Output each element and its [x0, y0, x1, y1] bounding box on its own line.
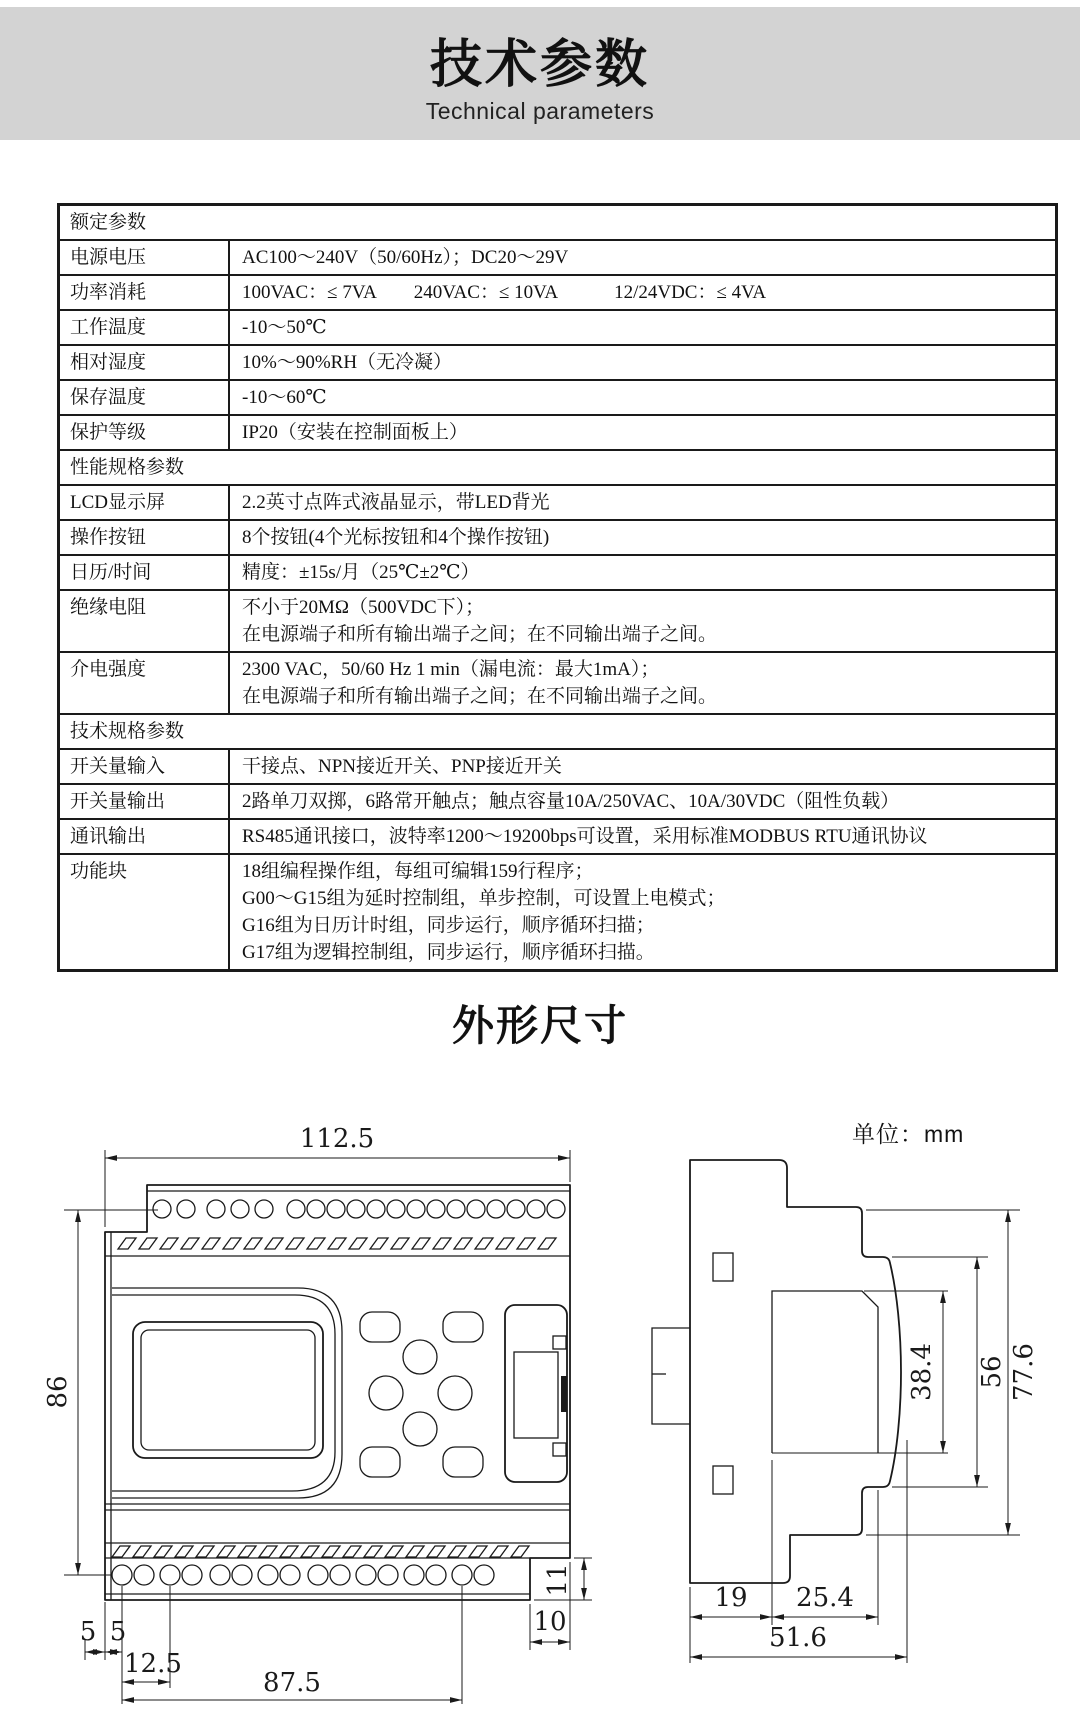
spec-value: 2300 VAC，50/60 Hz 1 min（漏电流：最大1mA）； 在电源端子和所有输出端子之间；在不同输出端子之间。 — [242, 659, 718, 707]
spec-label: 功率消耗 — [60, 276, 230, 309]
dim-5b-label: 5 — [109, 1617, 127, 1647]
spec-label: 日历/时间 — [60, 556, 230, 589]
spec-label: 相对湿度 — [60, 346, 230, 379]
spec-label: 开关量输入 — [60, 750, 230, 783]
spec-label: 绝缘电阻 — [60, 591, 230, 651]
spec-label: LCD显示屏 — [60, 486, 230, 519]
bottom-vent-slots — [112, 1546, 529, 1557]
dim-87-5-label: 87.5 — [263, 1668, 321, 1698]
dim-5a-label: 5 — [79, 1617, 97, 1647]
button-cluster — [360, 1312, 483, 1477]
spec-label: 工作温度 — [60, 311, 230, 344]
dim-38-4-label: 38.4 — [907, 1343, 937, 1401]
spec-value: 2.2英寸点阵式液晶显示，带LED背光 — [242, 492, 550, 513]
spec-label: 电源电压 — [60, 241, 230, 274]
side-connector — [505, 1305, 567, 1482]
dim-10-label: 10 — [533, 1607, 567, 1637]
section-label: 技术规格参数 — [70, 721, 185, 742]
bottom-terminal-circles — [112, 1565, 494, 1585]
spec-label: 介电强度 — [60, 653, 230, 713]
dim-77-6-label: 77.6 — [1009, 1343, 1039, 1401]
spec-value: AC100～240V（50/60Hz）；DC20～29V — [242, 247, 569, 268]
spec-value: RS485通讯接口，波特率1200～19200bps可设置，采用标准MODBUS RTU通讯协议 — [242, 826, 928, 847]
spec-value: 干接点、NPN接近开关、PNP接近开关 — [242, 756, 562, 777]
lcd-screen — [133, 1322, 323, 1458]
page-subtitle: Technical parameters — [425, 98, 655, 124]
dim-51-6-label: 51.6 — [769, 1623, 827, 1653]
spec-value: 不小于20MΩ（500VDC下）； 在电源端子和所有输出端子之间；在不同输出端子之间。 — [242, 597, 718, 645]
front-view-drawing — [43, 1124, 592, 1704]
spec-label: 保存温度 — [60, 381, 230, 414]
spec-value: 18组编程操作组，每组可编辑159行程序； G00～G15组为延时控制组，单步控制，可设置上电模式； G16组为日历计时组，同步运行，顺序循环扫描； G17组为逻辑控制组，同步运行，顺序循环扫描。 — [242, 861, 726, 963]
spec-label: 开关量输出 — [60, 785, 230, 818]
spec-value: IP20（安装在控制面板上） — [242, 422, 468, 443]
spec-label: 操作按钮 — [60, 521, 230, 554]
section2-title: 外形尺寸 — [451, 1002, 628, 1049]
dim-56-label: 56 — [977, 1355, 1007, 1389]
dim-11-label: 11 — [543, 1563, 573, 1597]
dim-12-5-label: 12.5 — [124, 1649, 182, 1679]
top-terminal-circles — [153, 1200, 565, 1218]
section-label: 性能规格参数 — [70, 457, 185, 478]
page-title: 技术参数 — [429, 36, 650, 94]
spec-value: -10～50℃ — [242, 317, 327, 338]
dim-height-label: 86 — [43, 1375, 73, 1409]
section-label: 额定参数 — [70, 212, 147, 233]
dim-19-label: 19 — [714, 1583, 748, 1613]
dim-25-4-label: 25.4 — [796, 1583, 854, 1613]
spec-value: 精度：±15s/月（25℃±2℃） — [242, 562, 480, 583]
dim-width-label: 112.5 — [299, 1124, 375, 1154]
top-vent-slots — [118, 1238, 556, 1249]
spec-label: 功能块 — [60, 855, 230, 969]
units-label: 单位：mm — [852, 1121, 965, 1147]
spec-value: 10%～90%RH（无冷凝） — [242, 352, 453, 373]
spec-label: 保护等级 — [60, 416, 230, 449]
spec-label: 通讯输出 — [60, 820, 230, 853]
side-view-drawing — [652, 1160, 1039, 1663]
spec-value: 100VAC：≤ 7VA 240VAC：≤ 10VA 12/24VDC：≤ 4VA — [242, 282, 767, 303]
spec-value: 8个按钮(4个光标按钮和4个操作按钮) — [242, 527, 550, 548]
spec-value: -10～60℃ — [242, 387, 327, 408]
spec-value: 2路单刀双掷，6路常开触点；触点容量10A/250VAC、10A/30VDC（阻性负载） — [242, 791, 900, 812]
